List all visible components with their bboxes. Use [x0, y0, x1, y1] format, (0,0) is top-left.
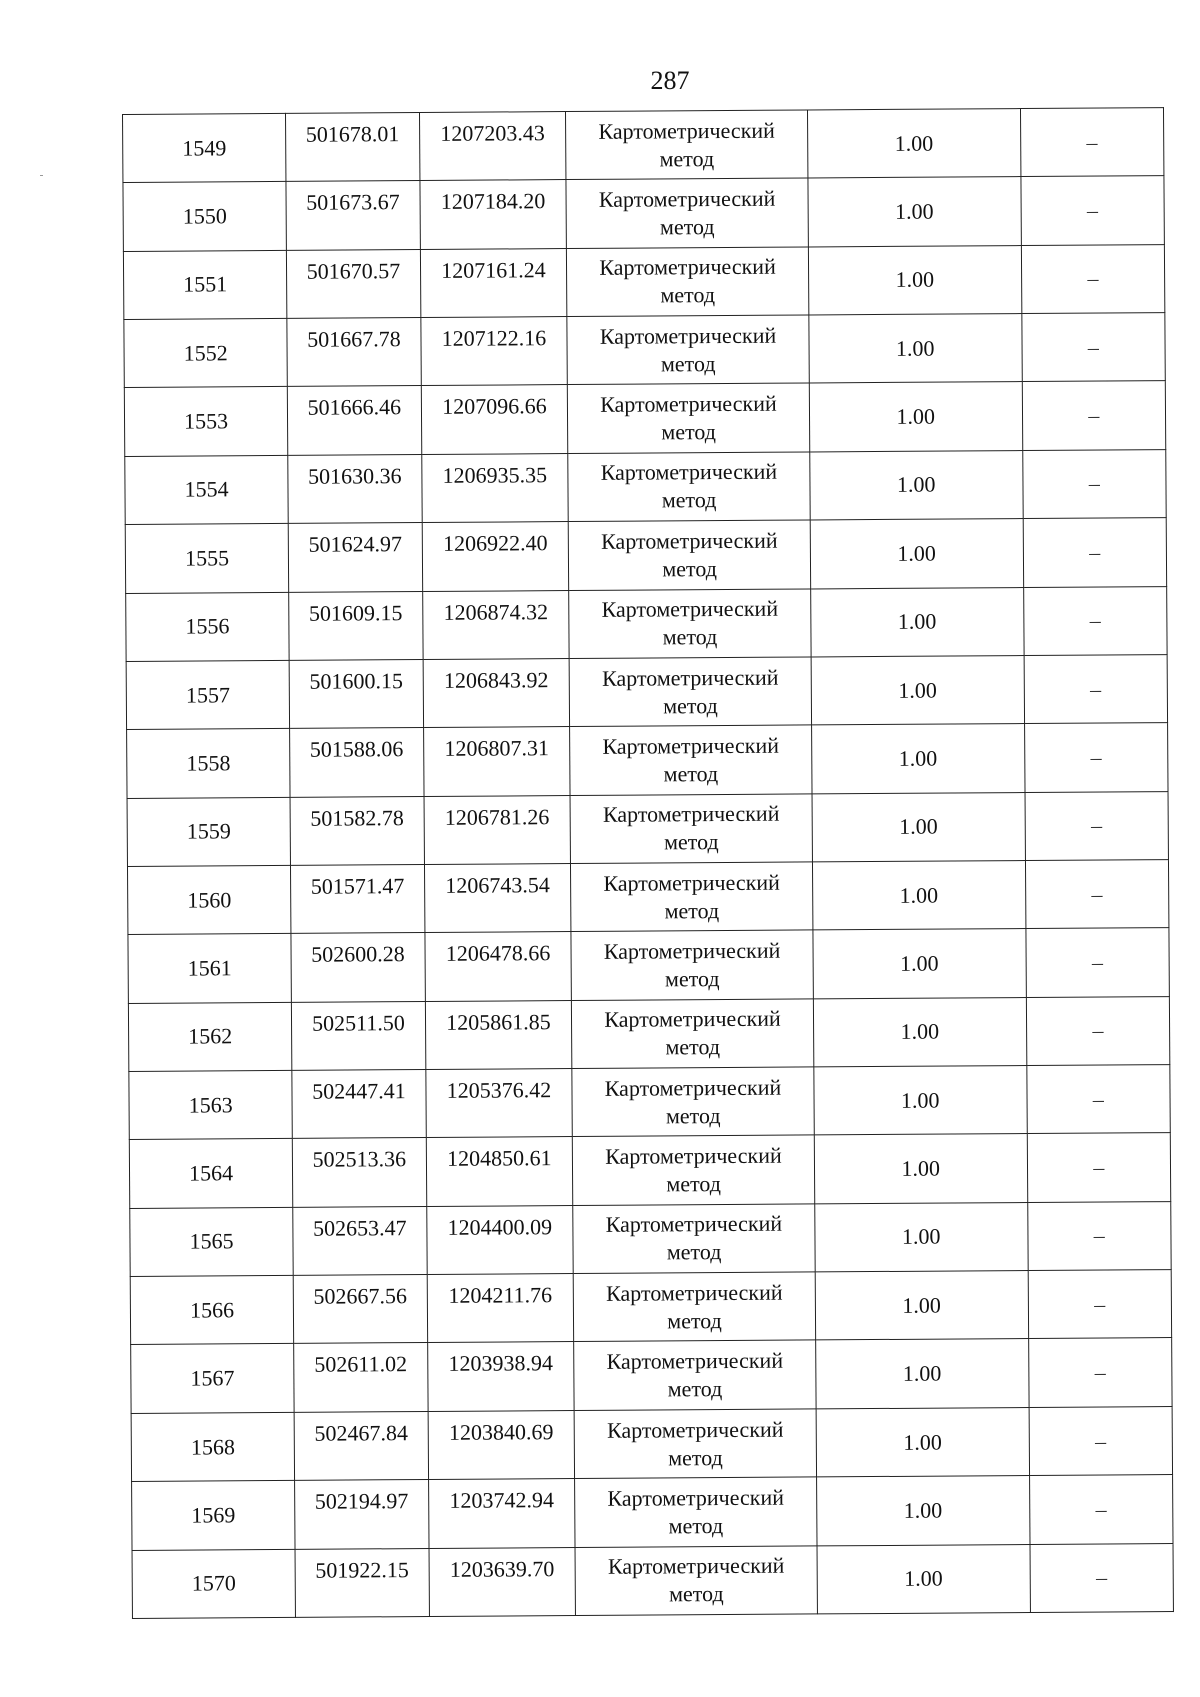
- x-coordinate-cell: 501922.15: [295, 1548, 429, 1617]
- note-cell: –: [1028, 1270, 1172, 1339]
- method-line-1: Картометрический: [603, 937, 781, 964]
- accuracy-cell: 1.00: [814, 1066, 1027, 1136]
- x-coordinate-cell: 501609.15: [289, 591, 423, 660]
- method-line-1: Картометрический: [607, 1552, 785, 1580]
- table-row: [130, 1270, 1171, 1345]
- y-coordinate-cell: 1206478.66: [425, 932, 572, 1001]
- accuracy-cell: 1.00: [815, 1271, 1028, 1341]
- method-line-2: метод: [660, 350, 716, 377]
- y-coordinate-cell: 1204850.61: [426, 1137, 573, 1206]
- y-coordinate-cell: 1203840.69: [428, 1410, 575, 1479]
- point-number-cell: 1565: [130, 1207, 294, 1276]
- point-number-cell: 1558: [127, 729, 291, 798]
- x-coordinate-cell: 501600.15: [289, 659, 423, 728]
- accuracy-cell: 1.00: [813, 997, 1026, 1067]
- method-cell: [572, 999, 814, 1069]
- table-row: [125, 449, 1166, 524]
- note-cell: –: [1021, 176, 1165, 245]
- method-line-2: метод: [667, 1307, 722, 1334]
- table-row: [127, 860, 1168, 935]
- note-cell: –: [1029, 1406, 1173, 1475]
- y-coordinate-cell: 1205376.42: [425, 1069, 572, 1138]
- x-coordinate-cell: 502667.56: [293, 1275, 427, 1344]
- coordinates-table: [122, 107, 1174, 1619]
- table-row: [131, 1406, 1172, 1481]
- y-coordinate-cell: 1206743.54: [424, 863, 571, 932]
- point-number-cell: 1562: [128, 1002, 292, 1071]
- accuracy-cell: 1.00: [811, 655, 1024, 725]
- accuracy-cell: 1.00: [813, 929, 1026, 999]
- table-row: [128, 996, 1169, 1071]
- method-line-1: Картометрический: [600, 459, 778, 486]
- method-line-2: метод: [664, 966, 720, 992]
- method-line-2: метод: [667, 1376, 723, 1402]
- method-line-1: Картометрический: [606, 1416, 784, 1443]
- table-row: [132, 1543, 1173, 1618]
- accuracy-cell: 1.00: [810, 587, 1023, 657]
- method-line-1: Картометрический: [598, 117, 775, 144]
- y-coordinate-cell: 1207122.16: [420, 317, 567, 386]
- method-line-1: Картометрический: [606, 1279, 783, 1306]
- accuracy-cell: 1.00: [812, 792, 1025, 862]
- x-coordinate-cell: 502194.97: [295, 1480, 429, 1549]
- method-line-2: метод: [662, 555, 717, 582]
- y-coordinate-cell: 1206922.40: [422, 522, 569, 591]
- accuracy-cell: 1.00: [807, 109, 1020, 179]
- method-line-2: метод: [665, 1034, 721, 1060]
- note-cell: –: [1030, 1543, 1174, 1612]
- point-number-cell: 1552: [124, 318, 288, 387]
- x-coordinate-cell: 502600.28: [291, 933, 425, 1002]
- x-coordinate-cell: 501673.67: [286, 181, 420, 250]
- method-cell: [566, 110, 808, 180]
- y-coordinate-cell: 1203938.94: [427, 1342, 574, 1411]
- y-coordinate-cell: 1203639.70: [429, 1547, 576, 1616]
- y-coordinate-cell: 1207184.20: [420, 180, 567, 249]
- accuracy-cell: 1.00: [817, 1544, 1030, 1614]
- point-number-cell: 1549: [123, 113, 287, 182]
- table-row: [128, 928, 1169, 1003]
- method-line-1: Картометрический: [602, 800, 780, 828]
- x-coordinate-cell: 502467.84: [294, 1411, 428, 1480]
- table-row: [123, 244, 1164, 319]
- method-line-2: метод: [661, 487, 717, 513]
- point-number-cell: 1568: [131, 1412, 295, 1481]
- method-line-1: Картометрический: [607, 1484, 785, 1511]
- point-number-cell: 1560: [127, 865, 291, 934]
- note-cell: –: [1021, 244, 1165, 313]
- accuracy-cell: 1.00: [808, 177, 1021, 247]
- method-line-1: Картометрический: [600, 390, 777, 417]
- page-number: 287: [650, 66, 690, 95]
- point-number-cell: 1551: [123, 250, 287, 319]
- note-cell: –: [1023, 518, 1167, 587]
- point-number-cell: 1550: [123, 182, 287, 251]
- note-cell: –: [1026, 1065, 1170, 1134]
- method-line-2: метод: [661, 419, 717, 445]
- method-cell: [570, 725, 812, 795]
- note-cell: –: [1024, 654, 1168, 723]
- note-cell: –: [1026, 996, 1170, 1065]
- table-row: [127, 791, 1168, 866]
- note-cell: –: [1027, 1133, 1171, 1202]
- accuracy-cell: 1.00: [816, 1476, 1029, 1546]
- method-line-1: Картометрический: [601, 527, 778, 554]
- method-cell: [567, 247, 809, 317]
- table-row: [132, 1475, 1173, 1550]
- y-coordinate-cell: 1206874.32: [422, 590, 569, 659]
- method-cell: [571, 930, 813, 1000]
- x-coordinate-cell: 501630.36: [288, 454, 422, 523]
- accuracy-cell: 1.00: [814, 1134, 1027, 1204]
- accuracy-cell: 1.00: [812, 860, 1025, 930]
- y-coordinate-cell: 1206935.35: [421, 453, 568, 522]
- method-cell: [569, 657, 811, 727]
- point-number-cell: 1561: [128, 934, 292, 1003]
- method-cell: [573, 1135, 815, 1205]
- accuracy-cell: 1.00: [810, 450, 1023, 520]
- note-cell: –: [1025, 791, 1169, 860]
- y-coordinate-cell: 1203742.94: [428, 1479, 575, 1548]
- method-cell: [566, 178, 808, 248]
- table-row: [126, 654, 1167, 729]
- method-line-2: метод: [664, 897, 720, 924]
- accuracy-cell: 1.00: [815, 1202, 1028, 1272]
- y-coordinate-cell: 1205861.85: [425, 1000, 572, 1069]
- method-line-2: метод: [663, 829, 719, 855]
- method-line-1: Картометрический: [599, 254, 776, 281]
- x-coordinate-cell: 502513.36: [293, 1138, 427, 1207]
- note-cell: –: [1022, 449, 1166, 518]
- note-cell: –: [1024, 723, 1168, 792]
- table-row: [123, 176, 1164, 251]
- method-cell: [568, 452, 810, 522]
- y-coordinate-cell: 1207161.24: [420, 248, 567, 317]
- method-line-2: метод: [665, 1102, 721, 1129]
- table-row: [126, 586, 1167, 661]
- note-cell: –: [1021, 313, 1165, 382]
- table-row: [125, 518, 1166, 593]
- table-body: [123, 108, 1174, 1619]
- method-line-2: метод: [659, 214, 715, 240]
- point-number-cell: 1556: [126, 592, 290, 661]
- y-coordinate-cell: 1204211.76: [427, 1274, 574, 1343]
- method-cell: [574, 1409, 816, 1479]
- method-line-2: метод: [662, 624, 718, 650]
- point-number-cell: 1554: [125, 455, 289, 524]
- method-line-2: метод: [668, 1444, 723, 1470]
- method-line-1: Картометрический: [601, 664, 779, 691]
- table-row: [127, 723, 1168, 798]
- accuracy-cell: 1.00: [808, 245, 1021, 315]
- x-coordinate-cell: 501678.01: [286, 113, 420, 182]
- y-coordinate-cell: 1204400.09: [426, 1205, 573, 1274]
- method-cell: [568, 520, 810, 590]
- accuracy-cell: 1.00: [809, 314, 1022, 384]
- method-cell: [569, 588, 811, 658]
- method-line-1: Картометрический: [605, 1142, 782, 1169]
- method-line-2: метод: [663, 692, 718, 718]
- method-line-2: метод: [660, 282, 716, 308]
- method-cell: [570, 794, 812, 864]
- point-number-cell: 1567: [131, 1344, 295, 1413]
- y-coordinate-cell: 1207096.66: [421, 385, 568, 454]
- method-line-1: Картометрический: [603, 869, 780, 896]
- method-line-2: метод: [659, 145, 715, 172]
- method-line-1: Картометрический: [599, 322, 777, 349]
- note-cell: –: [1029, 1475, 1173, 1544]
- method-line-2: метод: [668, 1581, 724, 1607]
- x-coordinate-cell: 501624.97: [288, 523, 422, 592]
- method-cell: [574, 1340, 816, 1410]
- point-number-cell: 1557: [126, 660, 290, 729]
- y-coordinate-cell: 1206807.31: [423, 727, 570, 796]
- accuracy-cell: 1.00: [815, 1339, 1028, 1409]
- table-row: [123, 108, 1164, 183]
- x-coordinate-cell: 501670.57: [287, 249, 421, 318]
- note-cell: –: [1027, 1201, 1171, 1270]
- x-coordinate-cell: 502653.47: [293, 1206, 427, 1275]
- method-line-2: метод: [668, 1512, 724, 1539]
- x-coordinate-cell: 501666.46: [288, 386, 422, 455]
- table-row: [131, 1338, 1172, 1413]
- table-row: [129, 1133, 1170, 1208]
- point-number-cell: 1553: [124, 387, 288, 456]
- note-cell: –: [1026, 928, 1170, 997]
- point-number-cell: 1559: [127, 797, 291, 866]
- x-coordinate-cell: 502611.02: [294, 1343, 428, 1412]
- point-number-cell: 1566: [130, 1275, 294, 1344]
- note-cell: –: [1025, 860, 1169, 929]
- y-coordinate-cell: 1207203.43: [419, 112, 566, 181]
- point-number-cell: 1564: [129, 1139, 293, 1208]
- accuracy-cell: 1.00: [816, 1407, 1029, 1477]
- point-number-cell: 1555: [125, 524, 289, 593]
- x-coordinate-cell: 501582.78: [290, 796, 424, 865]
- y-coordinate-cell: 1206843.92: [423, 658, 570, 727]
- point-number-cell: 1569: [132, 1481, 296, 1550]
- method-line-1: Картометрический: [601, 595, 779, 623]
- y-coordinate-cell: 1206781.26: [424, 795, 571, 864]
- method-line-1: Картометрический: [598, 185, 776, 212]
- point-number-cell: 1570: [132, 1549, 296, 1618]
- x-coordinate-cell: 502511.50: [292, 1001, 426, 1070]
- method-line-2: метод: [663, 760, 719, 787]
- note-cell: –: [1022, 381, 1166, 450]
- method-line-1: Картометрический: [604, 1005, 781, 1033]
- note-cell: –: [1028, 1338, 1172, 1407]
- method-line-2: метод: [666, 1171, 722, 1197]
- note-cell: –: [1023, 586, 1167, 655]
- table-row: [130, 1201, 1171, 1276]
- method-cell: [571, 862, 813, 932]
- method-cell: [573, 1272, 815, 1342]
- method-line-1: Картометрический: [606, 1347, 784, 1374]
- table-row: [129, 1065, 1170, 1140]
- x-coordinate-cell: 502447.41: [292, 1070, 426, 1139]
- table-row: [124, 313, 1165, 388]
- method-cell: [572, 1067, 814, 1137]
- method-line-1: Картометрический: [602, 732, 780, 759]
- x-coordinate-cell: 501588.06: [290, 728, 424, 797]
- method-cell: [568, 383, 810, 453]
- note-cell: –: [1020, 108, 1164, 177]
- accuracy-cell: 1.00: [811, 724, 1024, 794]
- accuracy-cell: 1.00: [809, 382, 1022, 452]
- point-number-cell: 1563: [129, 1070, 293, 1139]
- method-cell: [573, 1204, 815, 1274]
- x-coordinate-cell: 501667.78: [287, 318, 421, 387]
- accuracy-cell: 1.00: [810, 519, 1023, 589]
- scan-speck: [40, 175, 43, 176]
- x-coordinate-cell: 501571.47: [291, 864, 425, 933]
- method-line-1: Картометрический: [604, 1074, 782, 1101]
- method-line-1: Картометрический: [605, 1211, 783, 1238]
- method-cell: [575, 1545, 817, 1615]
- method-line-2: метод: [666, 1239, 722, 1265]
- table-row: [124, 381, 1165, 456]
- method-cell: [567, 315, 809, 385]
- method-cell: [575, 1477, 817, 1547]
